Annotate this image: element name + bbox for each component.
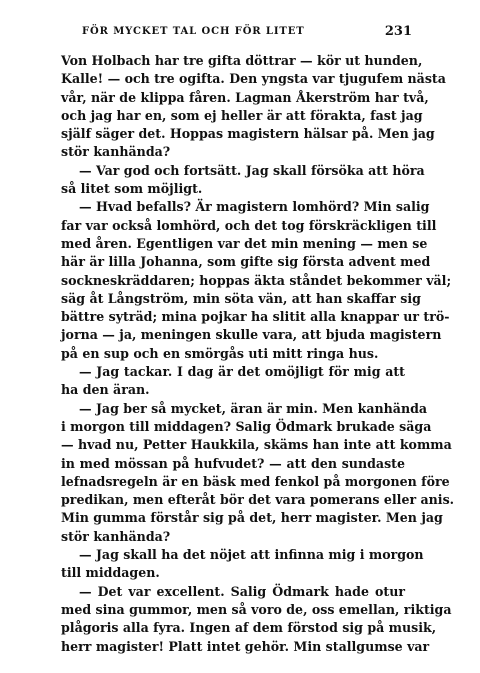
text-line: stör kanhända? — [61, 144, 171, 160]
page-number: 231 — [384, 24, 412, 39]
text-line: Von Holbach har tre gifta döttrar — kör ut hunden, — [61, 53, 423, 68]
text-line: med sina gummor, men så voro de, oss emellan, riktiga — [61, 601, 452, 617]
text-line: i morgon till middagen? Salig Ödmark brukade säga — [61, 418, 432, 434]
text-line: vår, när de klippa fåren. Lagman Åkerström har två, — [61, 89, 429, 105]
text-line: in med mössan på hufvudet? — att den sundaste — [61, 455, 405, 471]
text-line: — Jag tackar. I dag är det omöjligt för mig att — [79, 364, 405, 380]
text-line: — Jag ber så mycket, äran är min. Men kanhända — [79, 400, 428, 416]
text-line: plågoris alla fyra. Ingen af dem förstod sig på musik, — [61, 620, 437, 636]
running-head: FÖR MYCKET TAL OCH FÖR LITET — [82, 26, 305, 37]
text-line: och jag har en, som ej heller är att förakta, fast jag — [61, 107, 423, 123]
text-line: — Det var excellent. Salig Ödmark hade otur — [79, 583, 405, 599]
text-line: med åren. Egentligen var det min mening — men se — [61, 235, 428, 251]
text-line: till middagen. — [61, 565, 160, 581]
text-line: här är lilla Johanna, som gifte sig första advent med — [61, 254, 431, 270]
text-line: herr magister! Platt intet gehör. Min stallgumse var — [61, 638, 430, 654]
text-line: bättre syträd; mina pojkar ha slitit alla knappar ur trö- — [61, 309, 450, 325]
text-line: Min gumma förstår sig på det, herr magister. Men jag — [61, 510, 443, 526]
page-header — [60, 26, 412, 46]
text-line: på en sup och en smörgås uti mitt ringa hus. — [61, 345, 379, 361]
text-line: sockneskräddaren; hoppas äkta ståndet bekommer väl; — [61, 272, 452, 288]
text-line: — Jag skall ha det nöjet att infinna mig i morgon — [79, 547, 424, 563]
text-line: far var också lomhörd, och det tog förskräckligen till — [61, 217, 437, 233]
text-line: lefnadsregeln är en bäsk med fenkol på morgonen före — [61, 473, 450, 489]
text-line: säg åt Långström, min söta vän, att han skaffar sig — [61, 290, 421, 306]
text-line: ha den äran. — [61, 382, 150, 398]
text-line: jorna — ja, meningen skulle vara, att bjuda magistern — [61, 327, 442, 343]
text-line: — Hvad befalls? Är magistern lomhörd? Min salig — [79, 199, 430, 215]
text-line: själf säger det. Hoppas magistern hälsar på. Men jag — [61, 126, 435, 142]
body-text — [61, 52, 455, 656]
text-line: stör kanhända? — [61, 528, 171, 544]
text-line: Kalle! — och tre ogifta. Den yngsta var tjugufem nästa — [61, 71, 446, 87]
text-line: — hvad nu, Petter Haukkila, skäms han inte att komma — [61, 437, 452, 453]
text-line: — Var god och fortsätt. Jag skall försöka att höra — [79, 162, 425, 178]
text-line: så litet som möjligt. — [61, 181, 203, 197]
text-line: predikan, men efteråt bör det vara pomerans eller anis. — [61, 492, 455, 508]
